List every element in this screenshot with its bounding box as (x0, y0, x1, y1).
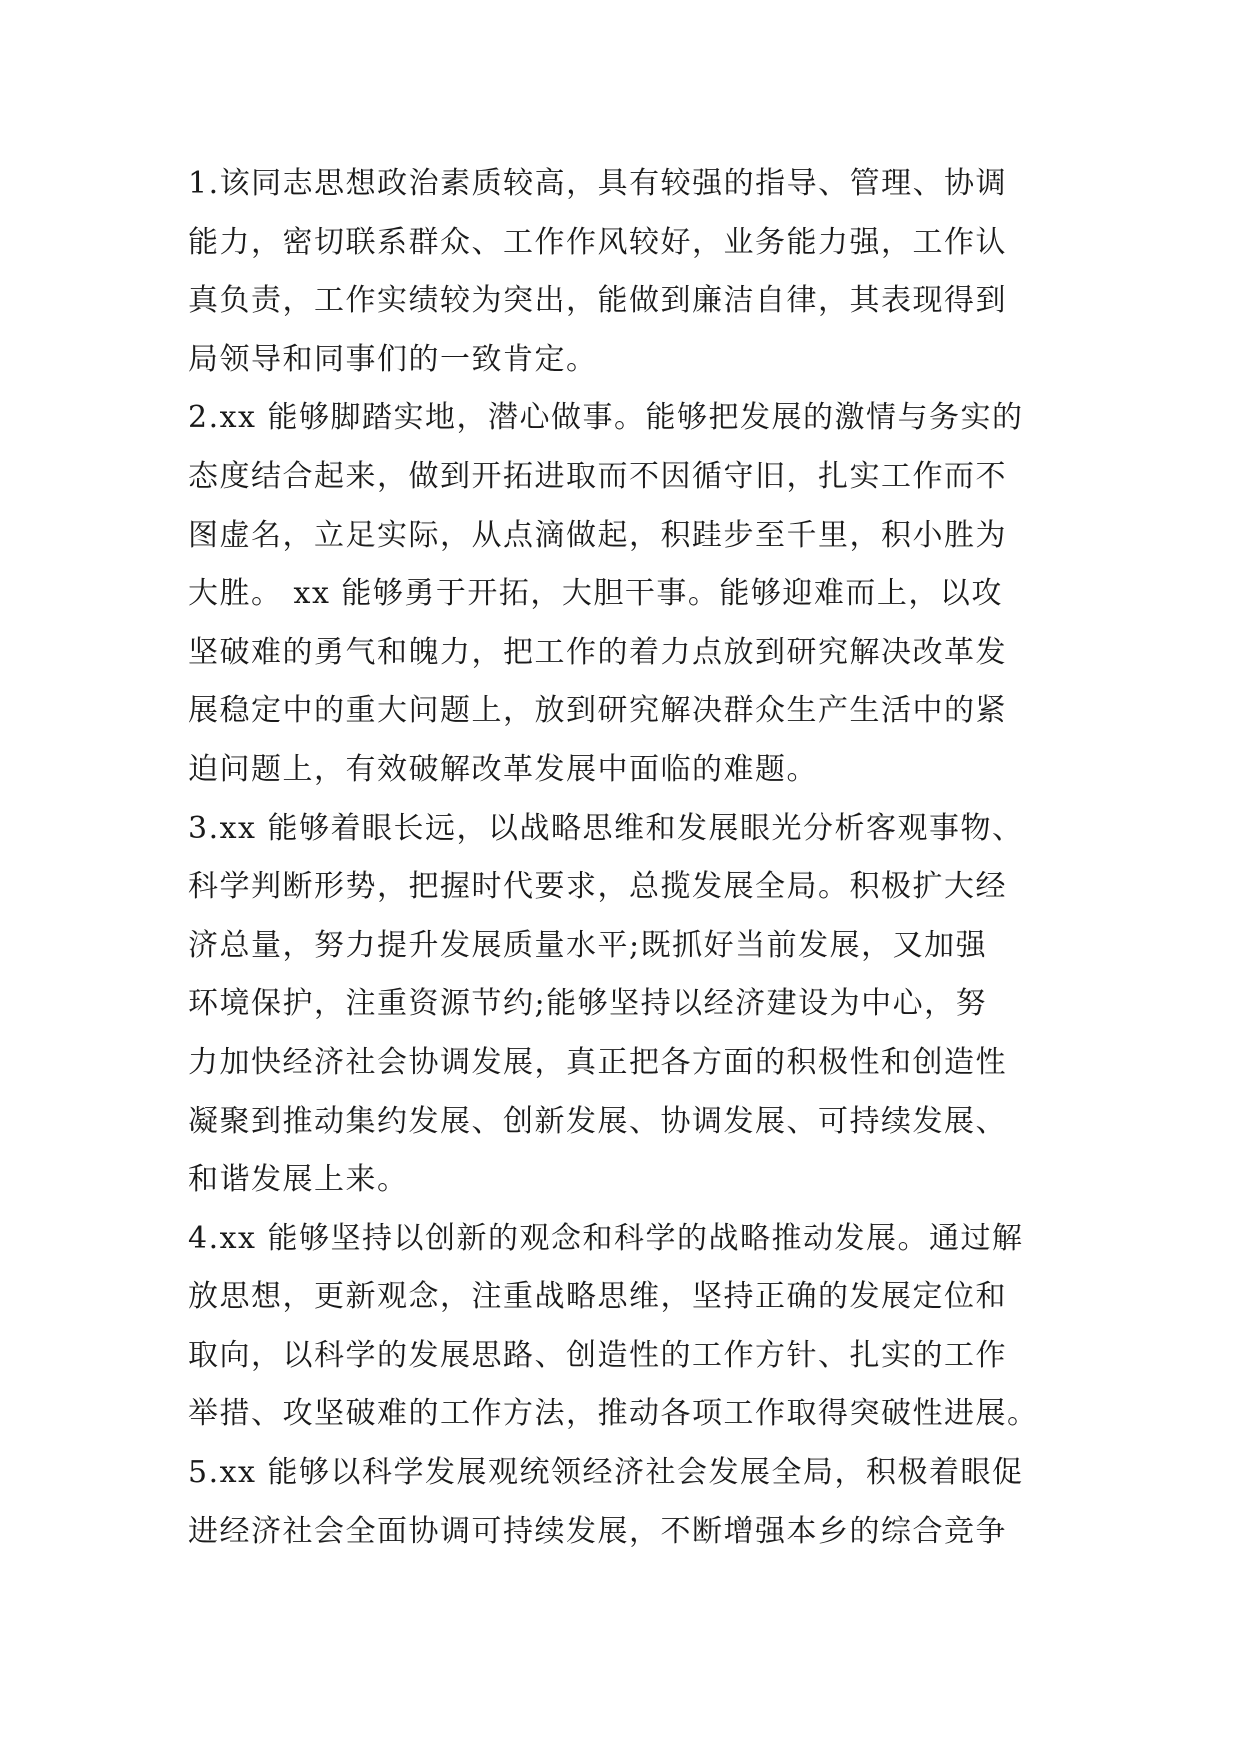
text-line-10: 展稳定中的重大问题上，放到研究解决群众生产生活中的紧 (188, 693, 1007, 729)
text-line-23: 5.xx 能够以科学发展观统领经济社会发展全局，积极着眼促 (188, 1455, 1024, 1491)
text-line-16: 力加快经济社会协调发展，真正把各方面的积极性和创造性 (188, 1044, 1007, 1080)
text-line-20: 放思想，更新观念，注重战略思维，坚持正确的发展定位和 (188, 1279, 1007, 1315)
text-line-8: 大胜。 xx 能够勇于开拓，大胆干事。能够迎难而上，以攻 (188, 576, 1003, 612)
text-line-3: 真负责，工作实绩较为突出，能做到廉洁自律，其表现得到 (188, 283, 1007, 319)
text-line-11: 迫问题上，有效破解改革发展中面临的难题。 (188, 751, 818, 787)
text-line-22: 举措、攻坚破难的工作方法，推动各项工作取得突破性进展。 (188, 1396, 1039, 1432)
text-line-24: 进经济社会全面协调可持续发展，不断增强本乡的综合竞争 (188, 1513, 1007, 1549)
text-line-12: 3.xx 能够着眼长远，以战略思维和发展眼光分析客观事物、 (188, 810, 1024, 846)
document-body (188, 155, 1068, 1561)
text-line-14: 济总量，努力提升发展质量水平;既抓好当前发展，又加强 (188, 927, 988, 963)
text-line-13: 科学判断形势，把握时代要求，总揽发展全局。积极扩大经 (188, 869, 1007, 905)
text-line-4: 局领导和同事们的一致肯定。 (188, 341, 598, 377)
text-line-2: 能力，密切联系群众、工作作风较好，业务能力强，工作认 (188, 224, 1007, 260)
text-line-21: 取向，以科学的发展思路、创造性的工作方针、扎实的工作 (188, 1337, 1007, 1373)
text-line-7: 图虚名，立足实际，从点滴做起，积跬步至千里，积小胜为 (188, 517, 1007, 553)
text-line-17: 凝聚到推动集约发展、创新发展、协调发展、可持续发展、 (188, 1103, 1007, 1139)
text-line-19: 4.xx 能够坚持以创新的观念和科学的战略推动发展。通过解 (188, 1220, 1024, 1256)
text-line-15: 环境保护，注重资源节约;能够坚持以经济建设为中心，努 (188, 986, 988, 1022)
text-line-9: 坚破难的勇气和魄力，把工作的着力点放到研究解决改革发 (188, 634, 1007, 670)
text-line-18: 和谐发展上来。 (188, 1162, 409, 1198)
text-line-6: 态度结合起来，做到开拓进取而不因循守旧，扎实工作而不 (188, 458, 1007, 494)
text-line-1: 1.该同志思想政治素质较高，具有较强的指导、管理、协调 (188, 166, 1008, 201)
text-line-5: 2.xx 能够脚踏实地，潜心做事。能够把发展的激情与务实的 (188, 400, 1024, 436)
